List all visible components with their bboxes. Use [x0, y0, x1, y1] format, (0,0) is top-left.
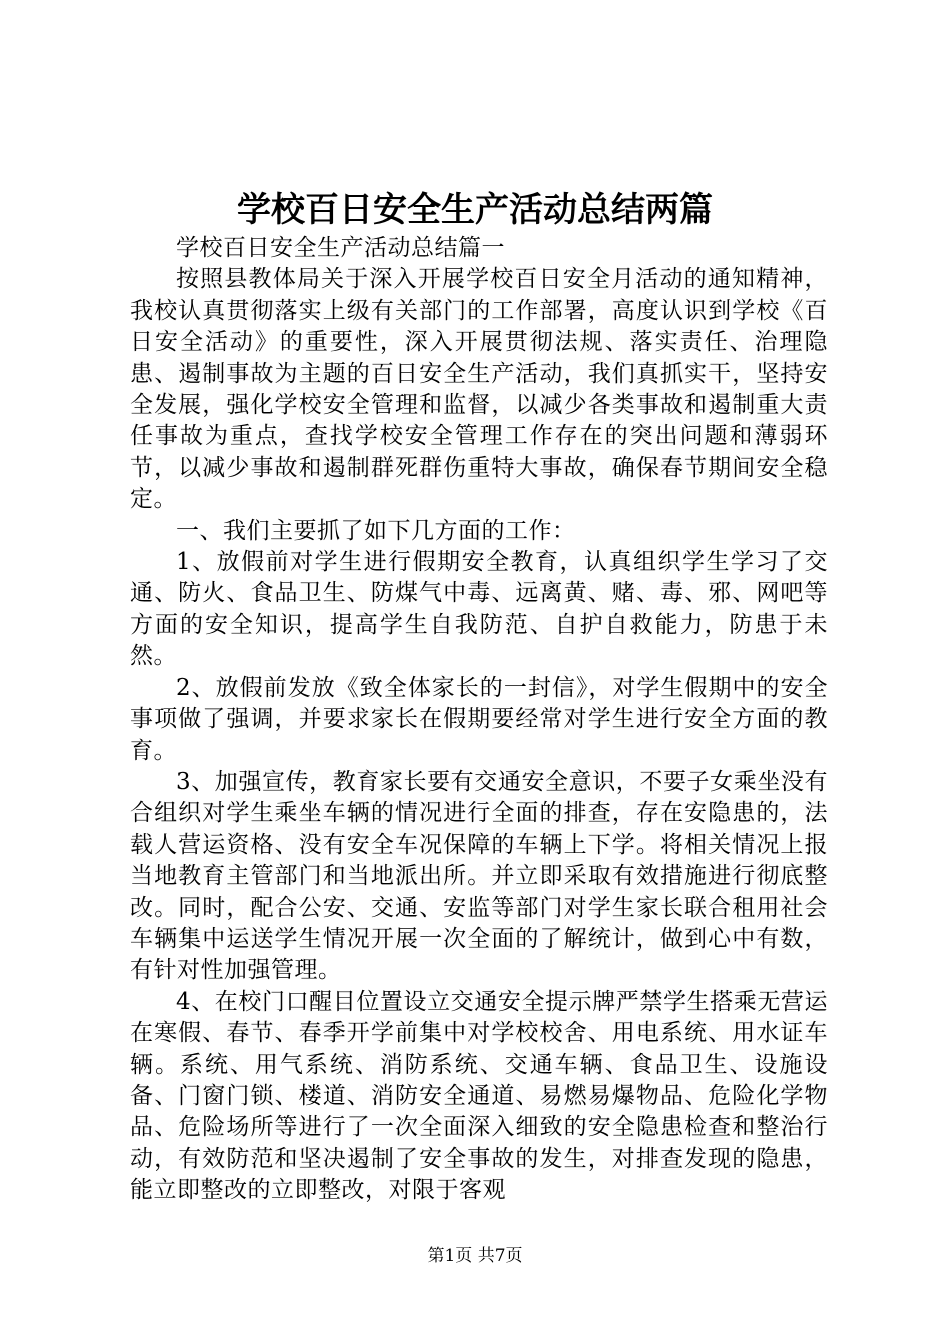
- paragraph-item-4: 4、在校门口醒目位置设立交通安全提示牌严禁学生搭乘无营运在寒假、春节、春季开学前集中对学校校舍、用电系统、用水证车辆。系统、用气系统、消防系统、交通车辆、食品卫生、设施设备、门窗门锁、楼道、消防安全通道、易燃易爆物品、危险化学物品、危险场所等进行了一次全面深入细致的安全隐患检查和整治行动，有效防范和坚决遏制了安全事故的发生，对排查发现的隐患，能立即整改的立即整改，对限于客观: [130, 988, 828, 1204]
- paragraph-item-1: 1、放假前对学生进行假期安全教育，认真组织学生学习了交通、防火、食品卫生、防煤气中毒、远离黄、赌、毒、邪、网吧等方面的安全知识，提高学生自我防范、自护自救能力，防患于未然。: [130, 549, 828, 670]
- document-body: [130, 233, 828, 1207]
- page-number-footer: 第1页 共7页: [427, 1246, 523, 1266]
- paragraph-item-3: 3、加强宣传，教育家长要有交通安全意识，不要子女乘坐没有合组织对学生乘坐车辆的情况进行全面的排查，存在安隐患的，法载人营运资格、没有安全车况保障的车辆上下学。将相关情况上报当地教育主管部门和当地派出所。并立即采取有效措施进行彻底整改。同时，配合公安、交通、安监等部门对学生家长联合租用社会车辆集中运送学生情况开展一次全面的了解统计，做到心中有数，有针对性加强管理。: [130, 768, 828, 984]
- paragraph-heading-one: 一、我们主要抓了如下几方面的工作：: [176, 517, 576, 544]
- paragraph-intro: 按照县教体局关于深入开展学校百日安全月活动的通知精神，我校认真贯彻落实上级有关部门的工作部署，高度认识到学校《百日安全活动》的重要性，深入开展贯彻法规、落实责任、治理隐患、遏制事故为主题的百日安全生产活动，我们真抓实干，坚持安全发展，强化学校安全管理和监督，以减少各类事故和遏制重大责任事故为重点，查找学校安全管理工作存在的突出问题和薄弱环节，以减少事故和遏制群死群伤重特大事故，确保春节期间安全稳定。: [130, 266, 828, 513]
- document-title: 学校百日安全生产活动总结两篇: [237, 190, 713, 230]
- paragraph-item-2: 2、放假前发放《致全体家长的一封信》，对学生假期中的安全事项做了强调，并要求家长在假期要经常对学生进行安全方面的教育。: [130, 674, 828, 764]
- section-heading: 学校百日安全生产活动总结篇一: [176, 235, 505, 261]
